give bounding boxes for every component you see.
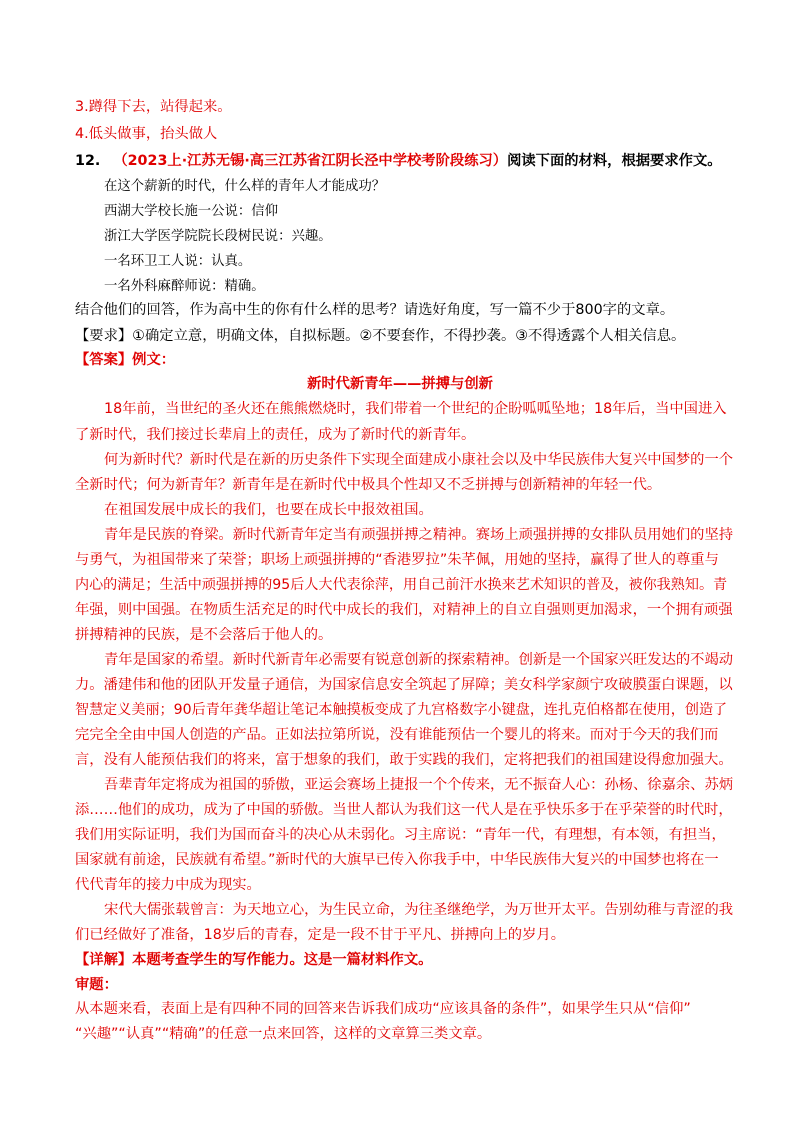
essay-line: 添……他们的成功，成为了中国的骄傲。当世人都认为我们这一代人是在乎快乐多于在乎荣誉的时代时， xyxy=(75,802,733,818)
essay-line: 全新时代；何为新青年？新青年是在新时代中极具个性却又不乏拼搏与创新精神的年轻一代。 xyxy=(75,477,662,493)
essay-line: 言，没有人能预估我们的将来，富于想象的我们，敢于实践的我们，定将把我们的祖国建设得愈加强大。 xyxy=(75,752,733,768)
question-header xyxy=(75,151,722,171)
material-line: 西湖大学校长施一公说：信仰 xyxy=(104,204,279,219)
essay-line: 我们用实际证明，我们为国而奋斗的决心从未弱化。习主席说：“青年一代，有理想，有本领，有担当， xyxy=(75,827,726,843)
review-label: 审题： xyxy=(75,977,118,993)
essay-line: 拼搏精神的民族，是不会落后于他人的。 xyxy=(75,627,333,643)
requirement-text: 【要求】①确定立意，明确文体，自拟标题。②不要套作，不得抄袭。③不得透露个人相关信息。 xyxy=(75,328,686,344)
essay-line: 智慧定义美丽；90后青年龚华超让笔记本触摸板变成了九宫格数字小键盘，连扎克伯格都在使用，创造了 xyxy=(75,702,728,718)
essay-line: 力。潘建伟和他的团队开发量子通信，为国家信息安全筑起了屏障；美女科学家颜宁攻破膜蛋白课题，以 xyxy=(75,677,733,693)
material-line: 一名外科麻醉师说：精确。 xyxy=(104,279,265,294)
essay-line: 国家就有前途，民族就有希望。”新时代的大旗早已传入你我手中，中华民族伟大复兴的中国梦也将在一 xyxy=(75,852,719,868)
answer-label: 【答案】例文： xyxy=(75,352,176,368)
review-line: 从本题来看，表面上是有四种不同的回答来告诉我们成功“应该具备的条件”，如果学生只从“信仰” xyxy=(75,1001,691,1017)
material-line: 一名环卫工人说：认真。 xyxy=(104,254,252,269)
material-line: 在这个薪新的时代，什么样的青年人才能成功？ xyxy=(104,179,386,194)
material-line: 浙江大学医学院院长段树民说：兴趣。 xyxy=(104,229,332,244)
essay-line: 年强，则中国强。在物质生活充足的时代中成长的我们，对精神上的自立自强则更加渴求，一个拥有顽强 xyxy=(75,602,733,618)
essay-line: 了新时代，我们接过长辈肩上的责任，成为了新时代的新青年。 xyxy=(75,427,476,443)
essay-line: 代代青年的接力中成为现实。 xyxy=(75,877,261,893)
essay-line: 青年是民族的脊梁。新时代新青年定当有顽强拼搏之精神。赛场上顽强拼搏的女排队员用她们的坚持 xyxy=(104,527,734,543)
essay-line: 吾辈青年定将成为祖国的骄傲，亚运会赛场上捷报一个个传来，无不振奋人心：孙杨、徐嘉余、苏炳 xyxy=(104,777,734,793)
essay-line: 18年前，当世纪的圣火还在熊熊燃烧时，我们带着一个世纪的企盼呱呱坠地；18年后，当中国进入 xyxy=(104,401,727,417)
question-source: （2023上·江苏无锡·高三江苏省江阴长泾中学校考阶段练习） xyxy=(113,153,508,169)
essay-line: 青年是国家的希望。新时代新青年必需要有锐意创新的探索精神。创新是一个国家兴旺发达的不竭动 xyxy=(104,652,734,668)
list-item-4: 4.低头做事，抬头做人 xyxy=(75,126,218,142)
question-instruction: 阅读下面的材料，根据要求作文。 xyxy=(507,153,722,169)
review-line: “兴趣”“认真”“精确”的任意一点来回答，这样的文章算三类文章。 xyxy=(75,1026,492,1042)
list-item-3: 3.蹲得下去，站得起来。 xyxy=(75,99,232,115)
essay-line: 在祖国发展中成长的我们，也要在成长中报效祖国。 xyxy=(104,502,433,518)
essay-title: 新时代新青年——拼搏与创新 xyxy=(307,376,493,392)
question-number: 12. xyxy=(75,153,101,169)
detail-text: 【详解】本题考查学生的写作能力。这是一篇材料作文。 xyxy=(75,952,433,968)
essay-line: 完完全全由中国人创造的产品。正如法拉第所说，没有谁能预估一个婴儿的将来。而对于今天的我们而 xyxy=(75,727,719,743)
essay-line: 们已经做好了准备，18岁后的青春，定是一段不甘于平凡、拼搏向上的岁月。 xyxy=(75,927,565,943)
essay-line: 宋代大儒张载曾言：为天地立心，为生民立命，为往圣继绝学，为万世开太平。告别幼稚与青涩的我 xyxy=(104,902,734,918)
essay-line: 与勇气，为祖国带来了荣誉；职场上顽强拼搏的“香港罗拉”朱芊佩，用她的坚持，赢得了世人的尊重与 xyxy=(75,552,719,568)
task-text: 结合他们的回答，作为高中生的你有什么样的思考？请选好角度，写一篇不少于800字的文章。 xyxy=(75,302,675,318)
essay-line: 何为新时代？新时代是在新的历史条件下实现全面建成小康社会以及中华民族伟大复兴中国梦的一个 xyxy=(104,452,734,468)
essay-line: 内心的满足；生活中顽强拼搏的95后人大代表徐萍，用自己前汗水换来艺术知识的普及，被你我熟知。青 xyxy=(75,577,728,593)
